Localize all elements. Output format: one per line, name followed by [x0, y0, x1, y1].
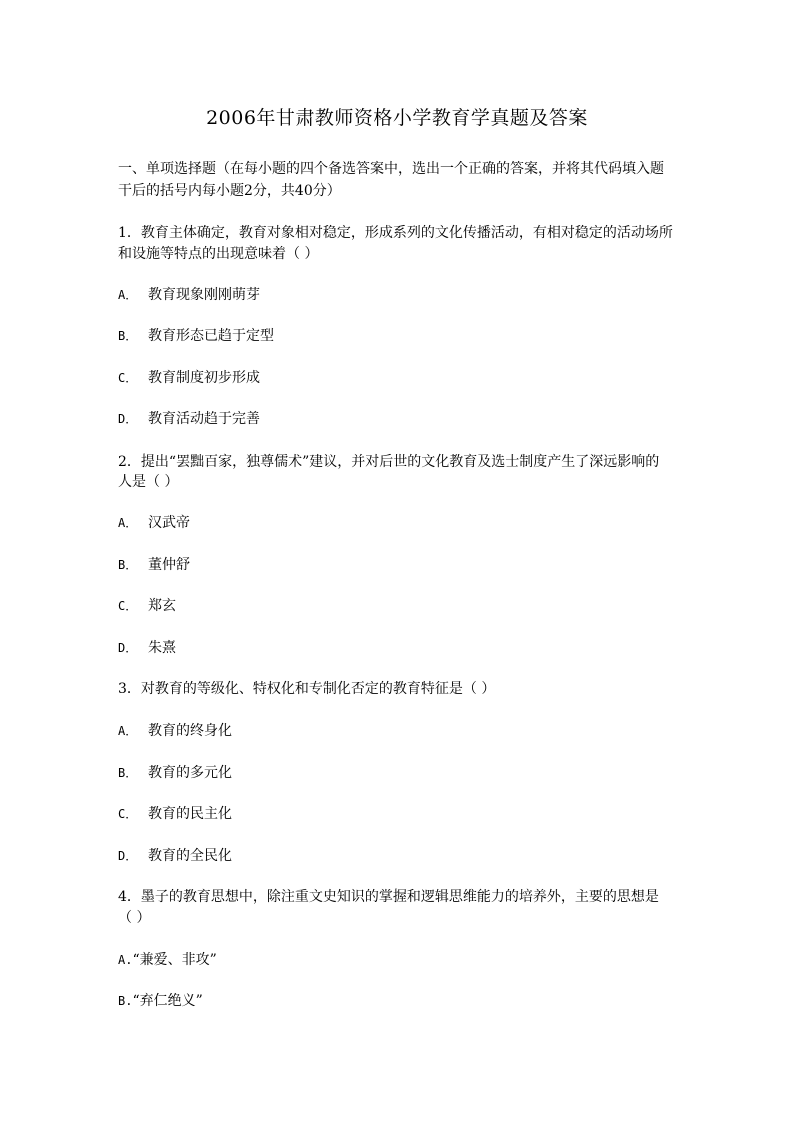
option-letter: D． [118, 849, 138, 863]
question-4-stem-line-2: （ ） [118, 910, 151, 926]
option-letter: D． [118, 412, 138, 426]
option-text: 教育活动趋于完善 [148, 411, 260, 427]
option-letter: A． [118, 516, 138, 530]
question-3-option-c [118, 803, 232, 825]
question-1-option-c [118, 367, 260, 389]
question-2-option-a [118, 512, 190, 534]
question-4-option-a [118, 949, 217, 971]
question-2-stem-line-1: 2．提出“罢黜百家，独尊儒术”建议，并对后世的文化教育及选士制度产生了深远影响的 [118, 454, 660, 470]
option-text: 教育的多元化 [148, 765, 232, 781]
question-4-option-b [118, 990, 203, 1012]
option-letter: B. [118, 994, 133, 1008]
option-letter: A． [118, 288, 138, 302]
option-text: 教育的终身化 [148, 723, 232, 739]
option-letter: B． [118, 329, 138, 343]
option-letter: A． [118, 724, 138, 738]
question-1-stem-line-2: 和设施等特点的出现意味着（ ） [118, 246, 319, 262]
option-text: 郑玄 [148, 598, 176, 614]
document-title: 2006年甘肃教师资格小学教育学真题及答案 [206, 107, 588, 129]
option-letter: A. [118, 953, 133, 967]
option-letter: C． [118, 599, 138, 613]
option-text: 汉武帝 [148, 515, 190, 531]
question-2-option-b [118, 554, 190, 576]
option-text: 教育现象刚刚萌芽 [148, 287, 260, 303]
option-text: 教育的民主化 [148, 806, 232, 822]
option-text: 教育的全民化 [148, 848, 232, 864]
option-letter: D． [118, 641, 138, 655]
option-letter: B． [118, 558, 138, 572]
question-2-option-c [118, 595, 176, 617]
question-4-stem-line-1: 4．墨子的教育思想中，除注重文史知识的掌握和逻辑思维能力的培养外，主要的思想是 [118, 889, 659, 905]
option-text: 教育制度初步形成 [148, 370, 260, 386]
section-header-line-2: 干后的括号内每小题2分，共40分） [118, 183, 341, 199]
question-1-option-b [118, 325, 274, 347]
option-text: 教育形态已趋于定型 [148, 328, 274, 344]
question-3-option-d [118, 845, 232, 867]
question-3-stem: 3．对教育的等级化、特权化和专制化否定的教育特征是（ ） [118, 681, 496, 697]
question-1-stem-line-1: 1．教育主体确定，教育对象相对稳定，形成系列的文化传播活动，有相对稳定的活动场所 [118, 225, 673, 241]
question-3-option-a [118, 720, 232, 742]
option-text: “兼爱、非攻” [132, 952, 217, 968]
option-text: “弃仁绝义” [132, 993, 203, 1009]
question-1-option-a [118, 284, 260, 306]
question-1-option-d [118, 408, 260, 430]
option-letter: C． [118, 807, 138, 821]
option-text: 朱熹 [148, 640, 176, 656]
section-header-line-1: 一、单项选择题（在每小题的四个备选答案中，选出一个正确的答案，并将其代码填入题 [118, 161, 664, 177]
question-2-option-d [118, 637, 176, 659]
option-text: 董仲舒 [148, 557, 190, 573]
question-2-stem-line-2: 人是（ ） [118, 474, 179, 490]
option-letter: C． [118, 371, 138, 385]
option-letter: B． [118, 766, 138, 780]
question-3-option-b [118, 762, 232, 784]
